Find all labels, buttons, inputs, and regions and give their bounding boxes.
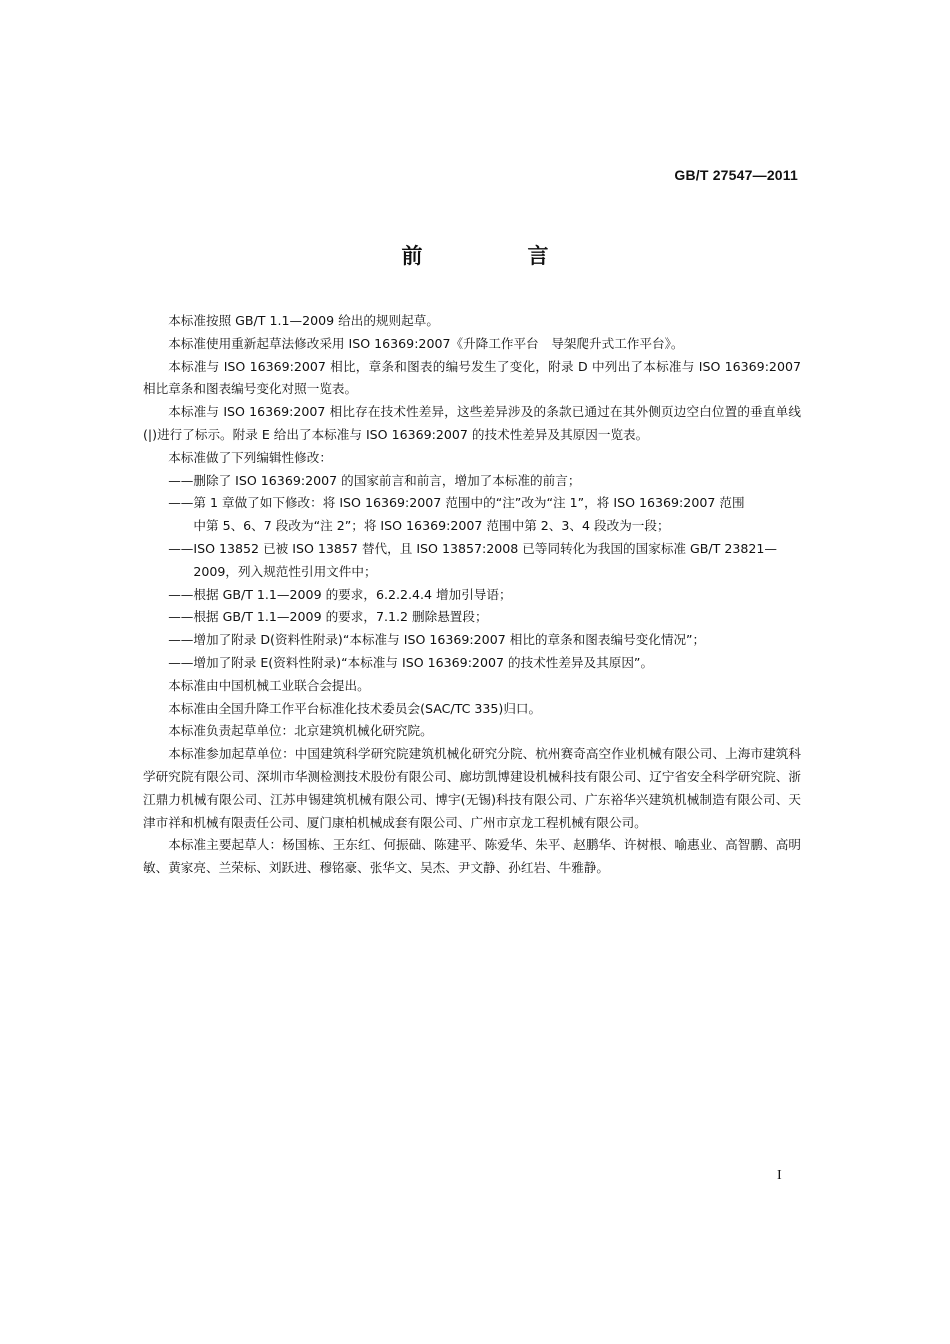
page-title: 前 言 — [401, 244, 591, 268]
editorial-item-text: ——删除了 ISO 16369:2007 的国家前言和前言，增加了本标准的前言； — [168, 472, 581, 488]
editorial-item-text: ——增加了附录 E(资料性附录)“本标准与 ISO 16369:2007 的技术性差异及其原因”。 — [168, 654, 654, 670]
editorial-item-continuation: 2009，列入规范性引用文件中； — [193, 563, 377, 579]
editorial-item — [143, 606, 801, 629]
editorial-item-continuation: 中第 5、6、7 段改为“注 2”；将 ISO 16369:2007 范围中第 2、3、4 段改为一段； — [193, 518, 670, 534]
editorial-item-text: ——ISO 13852 已被 ISO 13857 替代，且 ISO 13857:2008 已等同转化为我国的国家标准 GB/T 23821— — [168, 540, 778, 556]
paragraph-proposer: 本标准由中国机械工业联合会提出。 — [168, 677, 370, 693]
editorial-item-text: ——根据 GB/T 1.1—2009 的要求，6.2.2.4.4 增加引导语； — [168, 586, 512, 602]
paragraph-numbering: 本标准与 ISO 16369:2007 相比，章条和图表的编号发生了变化，附录 D 中列出了本标准与 ISO 16369:2007 相比章条和图表编号变化对照一览表。 — [143, 358, 801, 397]
editorial-item-text: ——第 1 章做了如下修改：将 ISO 16369:2007 范围中的“注”改为“注 1”，将 ISO 16369:2007 范围 — [168, 495, 745, 511]
editorial-item — [143, 584, 801, 607]
paragraph-responsible-unit: 本标准负责起草单位：北京建筑机械化研究院。 — [168, 723, 433, 739]
paragraph-drafting-rules: 本标准按照 GB/T 1.1—2009 给出的规则起草。 — [168, 313, 439, 328]
paragraph-drafters: 本标准主要起草人：杨国栋、王东红、何振础、陈建平、陈爱华、朱平、赵鹏华、许树根、喻惠业、高智鹏、高明敏、黄家亮、兰荣标、刘跃进、穆铭豪、张华文、吴杰、尹文静、孙红岩、牛雅静。 — [143, 837, 801, 876]
document-body — [143, 310, 801, 880]
editorial-item — [143, 629, 801, 652]
standard-code: GB/T 27547—2011 — [674, 167, 798, 183]
paragraph-technical-differences: 本标准与 ISO 16369:2007 相比存在技术性差异，这些差异涉及的条款已通过在其外侧页边空白位置的垂直单线(|)进行了标示。附录 E 给出了本标准与 ISO 16369:2007 的技术性差异及其原因一览表。 — [143, 404, 801, 442]
paragraph-committee: 本标准由全国升降工作平台标准化技术委员会(SAC/TC 335)归口。 — [168, 700, 542, 716]
editorial-item — [143, 538, 801, 584]
paragraph-editorial-intro: 本标准做了下列编辑性修改： — [168, 449, 332, 465]
editorial-item-text: ——增加了附录 D(资料性附录)“本标准与 ISO 16369:2007 相比的章条和图表编号变化情况”； — [168, 632, 706, 648]
paragraph-adoption: 本标准使用重新起草法修改采用 ISO 16369:2007《升降工作平台 导架爬升式工作平台》。 — [168, 335, 684, 351]
editorial-item — [143, 652, 801, 675]
paragraph-participating-units: 本标准参加起草单位：中国建筑科学研究院建筑机械化研究分院、杭州赛奇高空作业机械有限公司、上海市建筑科学研究院有限公司、深圳市华测检测技术股份有限公司、廊坊凯博建设机械科技有限公司、辽宁省安全科学研究院、浙江鼎力机械有限公司、江苏申锡建筑机械有限公司、博宇(无锡)科技有限公司、广东裕华兴建筑机械制造有限公司、天津市祥和机械有限责任公司、厦门康柏机械成套有限公司、广州市京龙工程机械有限公司。 — [143, 746, 801, 830]
editorial-item — [143, 492, 801, 538]
editorial-item-text: ——根据 GB/T 1.1—2009 的要求，7.1.2 删除悬置段； — [168, 609, 488, 625]
editorial-item — [143, 470, 801, 493]
page-number: I — [777, 1168, 782, 1183]
